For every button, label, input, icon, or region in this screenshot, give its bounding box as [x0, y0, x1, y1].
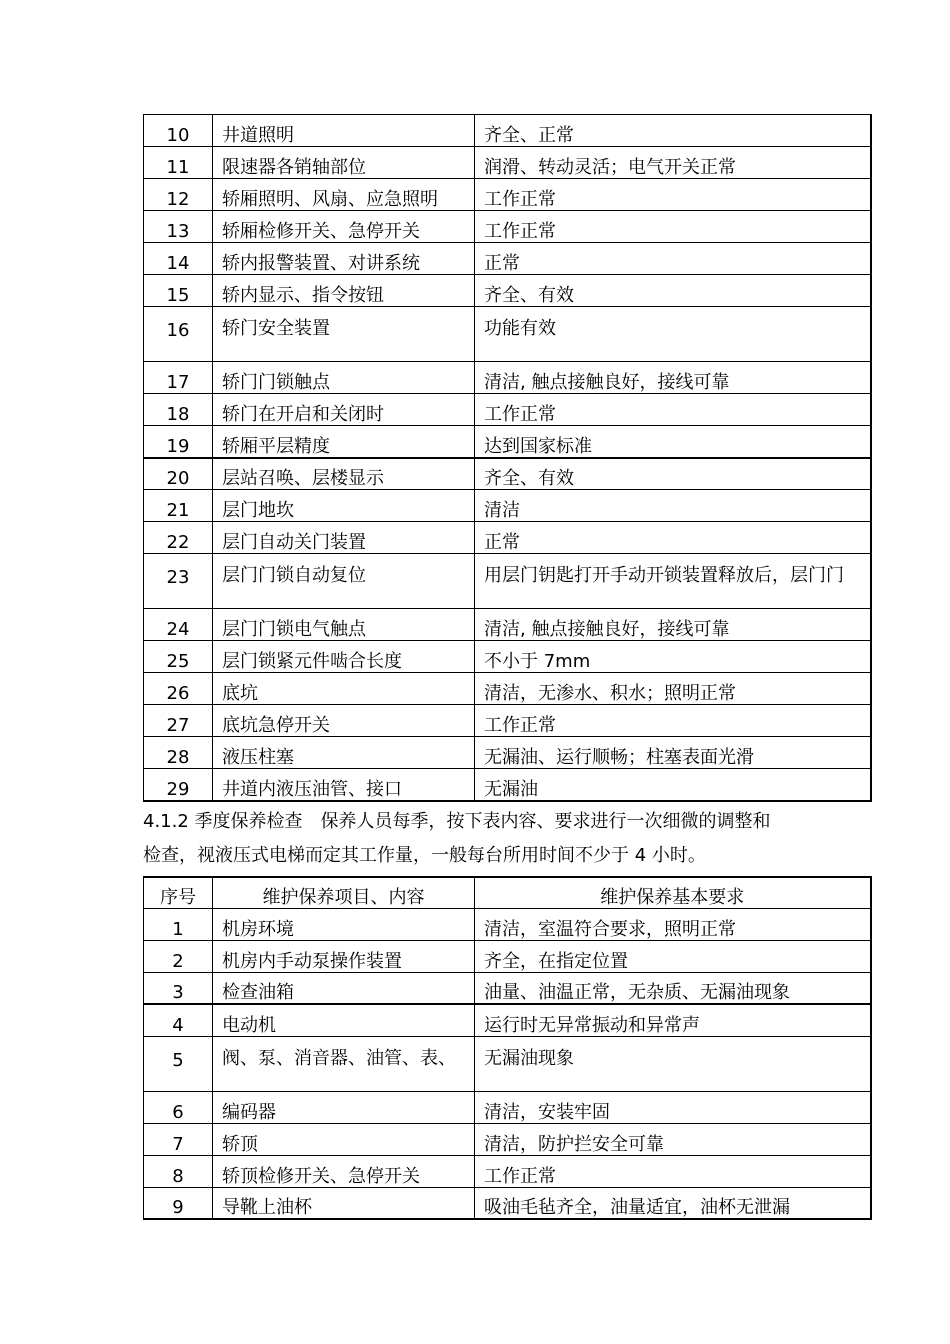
row-number: 17 [144, 362, 213, 394]
section-paragraph-line-1: 4.1.2 季度保养检查 保养人员每季，按下表内容、要求进行一次细微的调整和 [143, 811, 771, 832]
table-row [144, 1123, 871, 1155]
row-item: 导靴上油杯 [213, 1187, 475, 1219]
table-row [144, 1091, 871, 1123]
row-requirement: 工作正常 [475, 1155, 871, 1187]
table-row [144, 769, 871, 801]
row-item: 液压柱塞 [213, 737, 475, 769]
row-item: 限速器各销轴部位 [213, 147, 475, 179]
row-requirement: 齐全，在指定位置 [475, 940, 871, 972]
table-row [144, 362, 871, 394]
row-item: 机房内手动泵操作装置 [213, 940, 475, 972]
column-header-item: 维护保养项目、内容 [213, 877, 475, 908]
row-item: 轿内显示、指令按钮 [213, 275, 475, 307]
table-header-row [144, 877, 871, 908]
row-requirement: 无漏油 [475, 769, 871, 801]
row-item: 轿内报警装置、对讲系统 [213, 243, 475, 275]
row-number: 9 [144, 1187, 213, 1219]
row-requirement: 工作正常 [475, 211, 871, 243]
row-requirement: 正常 [475, 522, 871, 554]
row-item: 轿厢平层精度 [213, 426, 475, 458]
row-number: 14 [144, 243, 213, 275]
row-requirement: 清洁，安装牢固 [475, 1091, 871, 1123]
row-item: 检查油箱 [213, 972, 475, 1004]
table-row [144, 1187, 871, 1219]
table-row [144, 426, 871, 458]
row-number: 3 [144, 972, 213, 1004]
row-number: 28 [144, 737, 213, 769]
row-requirement: 不小于 7mm [475, 641, 871, 673]
table-row [144, 908, 871, 940]
row-number: 5 [144, 1036, 213, 1091]
row-requirement: 清洁, 触点接触良好，接线可靠 [475, 609, 871, 641]
row-number: 16 [144, 307, 213, 362]
table-row [144, 211, 871, 243]
maintenance-table-monthly [143, 114, 872, 802]
row-item: 轿顶检修开关、急停开关 [213, 1155, 475, 1187]
section-paragraph-line-2: 检查，视液压式电梯而定其工作量，一般每台所用时间不少于 4 小时。 [143, 845, 706, 866]
row-item: 层门门锁电气触点 [213, 609, 475, 641]
row-number: 29 [144, 769, 213, 801]
table-row [144, 972, 871, 1004]
table-row [144, 307, 871, 362]
row-requirement: 工作正常 [475, 394, 871, 426]
row-number: 4 [144, 1004, 213, 1036]
maintenance-table-quarterly [143, 876, 872, 1220]
row-requirement: 齐全、有效 [475, 275, 871, 307]
row-number: 22 [144, 522, 213, 554]
table-row [144, 147, 871, 179]
table-row [144, 394, 871, 426]
column-header-no: 序号 [144, 877, 213, 908]
table-row [144, 641, 871, 673]
table-row [144, 554, 871, 609]
row-number: 12 [144, 179, 213, 211]
table-row [144, 1036, 871, 1091]
table-row [144, 705, 871, 737]
row-requirement: 清洁 [475, 490, 871, 522]
row-item: 编码器 [213, 1091, 475, 1123]
row-requirement: 清洁, 触点接触良好，接线可靠 [475, 362, 871, 394]
table-row [144, 522, 871, 554]
row-number: 13 [144, 211, 213, 243]
row-number: 26 [144, 673, 213, 705]
row-requirement: 正常 [475, 243, 871, 275]
row-number: 6 [144, 1091, 213, 1123]
row-requirement: 清洁，室温符合要求，照明正常 [475, 908, 871, 940]
row-number: 23 [144, 554, 213, 609]
row-item: 轿门安全装置 [213, 307, 475, 362]
row-number: 11 [144, 147, 213, 179]
row-requirement: 用层门钥匙打开手动开锁装置释放后，层门门 [475, 554, 871, 609]
row-number: 27 [144, 705, 213, 737]
row-item: 阀、泵、消音器、油管、表、 [213, 1036, 475, 1091]
table-row [144, 179, 871, 211]
row-item: 井道照明 [213, 115, 475, 147]
table-row [144, 275, 871, 307]
column-header-req: 维护保养基本要求 [475, 877, 871, 908]
table-row [144, 115, 871, 147]
row-number: 15 [144, 275, 213, 307]
row-requirement: 清洁，防护拦安全可靠 [475, 1123, 871, 1155]
row-number: 20 [144, 458, 213, 490]
table-row [144, 609, 871, 641]
row-requirement: 齐全、正常 [475, 115, 871, 147]
row-requirement: 油量、油温正常，无杂质、无漏油现象 [475, 972, 871, 1004]
table-row [144, 940, 871, 972]
row-number: 24 [144, 609, 213, 641]
row-number: 21 [144, 490, 213, 522]
row-item: 轿厢检修开关、急停开关 [213, 211, 475, 243]
row-number: 10 [144, 115, 213, 147]
row-item: 底坑 [213, 673, 475, 705]
row-requirement: 无漏油、运行顺畅；柱塞表面光滑 [475, 737, 871, 769]
row-item: 井道内液压油管、接口 [213, 769, 475, 801]
row-number: 7 [144, 1123, 213, 1155]
table-row [144, 1004, 871, 1036]
row-number: 8 [144, 1155, 213, 1187]
row-item: 层门门锁自动复位 [213, 554, 475, 609]
row-item: 底坑急停开关 [213, 705, 475, 737]
row-item: 层门自动关门装置 [213, 522, 475, 554]
row-item: 层站召唤、层楼显示 [213, 458, 475, 490]
row-item: 轿厢照明、风扇、应急照明 [213, 179, 475, 211]
row-item: 轿门在开启和关闭时 [213, 394, 475, 426]
row-requirement: 运行时无异常振动和异常声 [475, 1004, 871, 1036]
table-row [144, 490, 871, 522]
table-row [144, 737, 871, 769]
row-number: 25 [144, 641, 213, 673]
row-number: 19 [144, 426, 213, 458]
row-item: 机房环境 [213, 908, 475, 940]
row-number: 1 [144, 908, 213, 940]
row-requirement: 工作正常 [475, 705, 871, 737]
row-item: 轿门门锁触点 [213, 362, 475, 394]
row-requirement: 润滑、转动灵活；电气开关正常 [475, 147, 871, 179]
row-item: 层门锁紧元件啮合长度 [213, 641, 475, 673]
table-row [144, 673, 871, 705]
table-row [144, 1155, 871, 1187]
row-number: 2 [144, 940, 213, 972]
row-number: 18 [144, 394, 213, 426]
row-requirement: 齐全、有效 [475, 458, 871, 490]
row-item: 轿顶 [213, 1123, 475, 1155]
row-requirement: 功能有效 [475, 307, 871, 362]
row-requirement: 吸油毛毡齐全，油量适宜，油杯无泄漏 [475, 1187, 871, 1219]
row-requirement: 达到国家标准 [475, 426, 871, 458]
table-row [144, 243, 871, 275]
row-requirement: 清洁，无渗水、积水；照明正常 [475, 673, 871, 705]
row-item: 层门地坎 [213, 490, 475, 522]
table-row [144, 458, 871, 490]
row-requirement: 工作正常 [475, 179, 871, 211]
row-item: 电动机 [213, 1004, 475, 1036]
row-requirement: 无漏油现象 [475, 1036, 871, 1091]
